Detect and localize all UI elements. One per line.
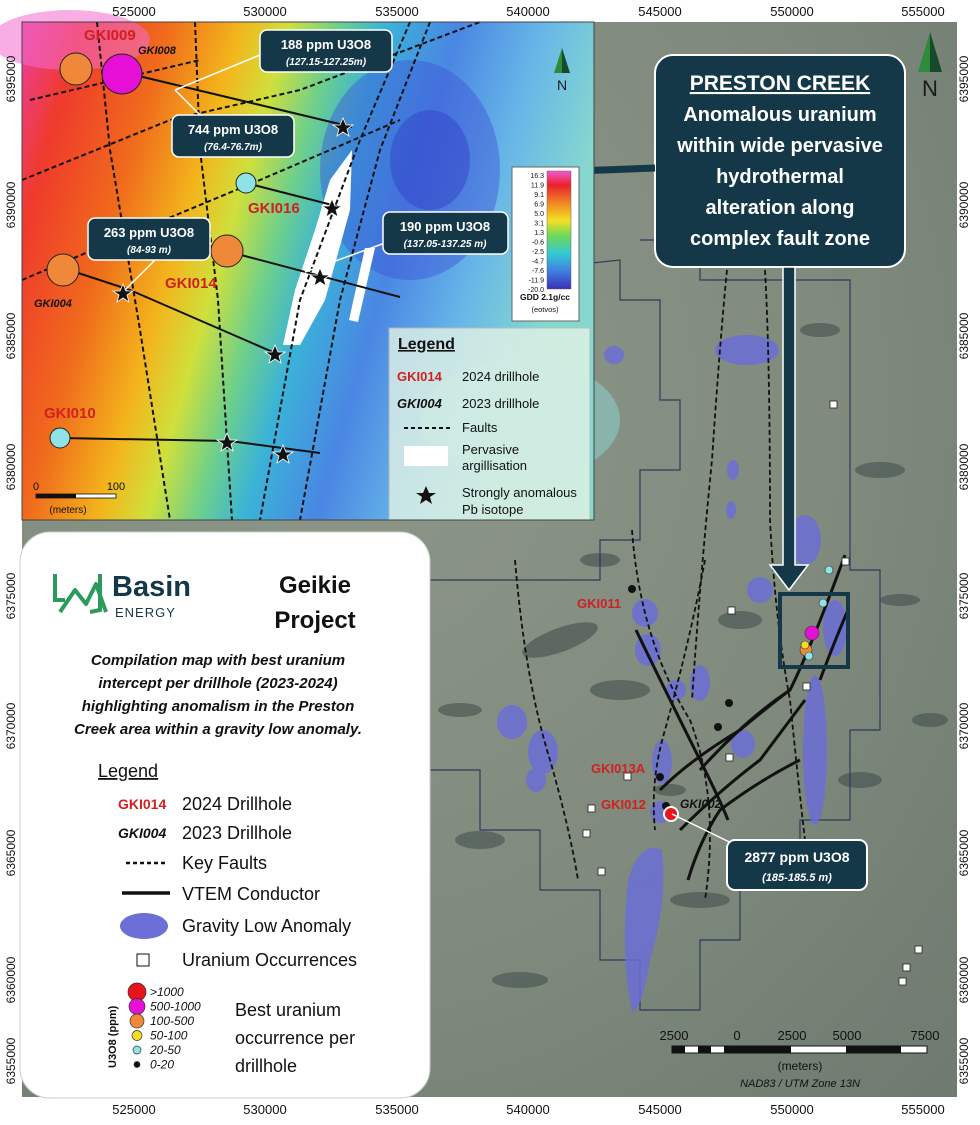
colorbar-tick: 5.0 — [534, 211, 544, 218]
legend-label: VTEM Conductor — [182, 884, 321, 904]
callout-line: Anomalous uranium — [683, 104, 877, 126]
class-label: 100-500 — [150, 1014, 195, 1028]
colorbar-tick: -4.7 — [531, 258, 544, 266]
drillhole-dot — [714, 723, 722, 731]
collar-gki008 — [102, 54, 142, 94]
best-label: Best uranium — [235, 1000, 342, 1020]
legend-label: Gravity Low Anomaly — [182, 916, 352, 936]
legend-label: 2024 Drillhole — [182, 794, 293, 814]
collar-gki016 — [236, 173, 256, 193]
gravity-low — [803, 675, 827, 825]
northing-tick: 6395000 — [4, 55, 18, 103]
company-sub: ENERGY — [115, 605, 176, 620]
description-line: Creek area within a gravity low anomaly. — [74, 721, 362, 738]
legend-label: Key Faults — [182, 853, 268, 873]
easting-tick: 550000 — [770, 4, 814, 19]
project-title: Project — [274, 607, 356, 634]
intercept-interval: (185-185.5 m) — [762, 872, 832, 884]
inset-scale-unit: (meters) — [49, 505, 87, 516]
northing-tick: 6375000 — [957, 572, 971, 620]
company-name: Basin — [112, 571, 191, 603]
label-gki012: GKI012 — [601, 797, 646, 812]
best-label: drillhole — [235, 1056, 298, 1076]
scale-tick: 7500 — [910, 1028, 940, 1043]
inset-legend-label: 2023 drillhole — [462, 396, 540, 411]
northing-tick: 6390000 — [957, 181, 971, 229]
colorbar-tick: 1.3 — [534, 230, 544, 237]
northing-tick: 6355000 — [957, 1037, 971, 1085]
easting-tick: 535000 — [375, 4, 419, 19]
drillhole-gki002 — [664, 807, 678, 821]
label-gki002: GKI002 — [680, 797, 722, 811]
class-label: >1000 — [150, 985, 184, 999]
easting-tick: 540000 — [506, 4, 550, 19]
legend-label: 2023 Drillhole — [182, 823, 293, 843]
callout-line: hydrothermal — [716, 166, 844, 188]
easting-tick: 545000 — [638, 4, 682, 19]
colorbar-unit: (eotvos) — [531, 305, 559, 314]
inset-scale-start: 0 — [32, 481, 40, 493]
uranium-occurrence — [726, 754, 733, 761]
northing-tick: 6395000 — [957, 55, 971, 103]
collar-gki004 — [47, 254, 79, 286]
easting-tick: 555000 — [901, 4, 945, 19]
scale-tick: 5000 — [832, 1028, 862, 1043]
inset-legend-label: Pervasive — [462, 442, 520, 457]
inset-north-label: N — [556, 77, 568, 93]
description-line: intercept per drillhole (2023-2024) — [98, 675, 338, 692]
legend-key-2024: GKI014 — [118, 796, 167, 812]
intercept-interval: (76.4-76.7m) — [204, 142, 262, 153]
gravity-symbol — [120, 913, 168, 939]
label-gki011: GKI011 — [577, 596, 622, 611]
intercept-interval: (137.05-137.25 m) — [403, 239, 487, 250]
uranium-occurrence — [915, 946, 922, 953]
gravity-low — [497, 705, 527, 739]
u3o8-axis-label: U3O8 (ppm) — [107, 1005, 119, 1068]
collar-gki014 — [211, 235, 243, 267]
legend-title: Legend — [98, 761, 159, 781]
colorbar-label: GDD 2.1g/cc — [519, 292, 571, 302]
title-legend-panel — [20, 532, 430, 1098]
inset-legend-label: argillisation — [462, 458, 528, 473]
occurrence-symbol — [137, 954, 149, 966]
scale-tick: 2500 — [659, 1028, 689, 1043]
class-swatch — [134, 1062, 140, 1068]
easting-tick: 530000 — [243, 4, 287, 19]
inset-legend-key: GKI004 — [397, 396, 442, 411]
label-gki010: GKI010 — [44, 405, 96, 422]
easting-tick: 545000 — [638, 1102, 682, 1117]
drillhole-dot — [805, 652, 813, 660]
collar-gki010 — [50, 428, 70, 448]
northing-tick: 6365000 — [4, 829, 18, 877]
datum-label: NAD83 / UTM Zone 13N — [740, 1078, 860, 1090]
northing-tick: 6360000 — [957, 956, 971, 1004]
easting-tick: 525000 — [112, 1102, 156, 1117]
northing-tick: 6375000 — [4, 572, 18, 620]
northing-tick: 6390000 — [4, 181, 18, 229]
intercept-744-box — [172, 115, 294, 157]
class-label: 500-1000 — [150, 999, 201, 1014]
easting-tick: 525000 — [112, 4, 156, 19]
uranium-occurrence — [830, 401, 837, 408]
uranium-occurrence — [588, 805, 595, 812]
gravity-low — [726, 501, 736, 519]
northing-tick: 6380000 — [957, 443, 971, 491]
class-swatch — [133, 1046, 141, 1054]
inset-legend-label: Faults — [462, 420, 498, 435]
label-gki014: GKI014 — [165, 275, 217, 292]
label-gki013a: GKI013A — [591, 761, 646, 776]
label-gki008: GKI008 — [138, 45, 176, 57]
drillhole-dot — [801, 641, 809, 649]
inset-legend-label: Pb isotope — [462, 502, 524, 517]
northing-tick: 6365000 — [957, 829, 971, 877]
inset-legend-key: GKI014 — [397, 369, 442, 384]
drillhole-dot — [825, 566, 833, 574]
gdd-colorbar — [512, 167, 579, 321]
class-swatch — [130, 1014, 144, 1028]
scale-unit: (meters) — [777, 1059, 823, 1073]
label-gki009: GKI009 — [84, 27, 136, 44]
intercept-263-box — [88, 218, 210, 260]
class-label: 0-20 — [150, 1057, 175, 1072]
easting-tick: 530000 — [243, 1102, 287, 1117]
drillhole-gki013a — [656, 773, 664, 781]
class-label: 20-50 — [150, 1043, 181, 1057]
colorbar-tick: -20.0 — [528, 287, 544, 294]
uranium-occurrence — [842, 558, 849, 565]
uranium-occurrence — [903, 964, 910, 971]
gravity-low — [526, 768, 546, 792]
intercept-value: 744 ppm U3O8 — [187, 122, 279, 137]
northing-tick: 6360000 — [4, 956, 18, 1004]
inset-legend-title: Legend — [398, 336, 455, 353]
colorbar-tick: 6.9 — [534, 201, 544, 209]
legend-key-2023: GKI004 — [118, 825, 167, 841]
class-swatch — [132, 1031, 142, 1041]
easting-tick: 535000 — [375, 1102, 419, 1117]
legend-label: Uranium Occurrences — [182, 950, 358, 970]
northing-tick: 6370000 — [957, 702, 971, 750]
intercept-188-box — [260, 30, 392, 72]
scale-tick: 2500 — [777, 1028, 807, 1043]
callout-line: within wide pervasive — [677, 135, 883, 157]
uranium-occurrence — [803, 683, 810, 690]
uranium-occurrence — [899, 978, 906, 985]
callout-line: complex fault zone — [689, 228, 871, 250]
label-gki016: GKI016 — [248, 200, 300, 217]
description-line: highlighting anomalism in the Preston — [81, 698, 355, 715]
best-label: occurrence per — [235, 1028, 356, 1048]
inset-legend — [389, 328, 590, 520]
northing-tick: 6380000 — [4, 443, 18, 491]
northing-tick: 6385000 — [957, 312, 971, 360]
gravity-low — [604, 346, 624, 364]
class-label: 50-100 — [150, 1028, 188, 1043]
intercept-value: 263 ppm U3O8 — [103, 225, 195, 240]
project-title: Geikie — [278, 572, 352, 599]
scale-tick: 0 — [733, 1028, 741, 1043]
intercept-2877-box — [727, 840, 867, 890]
intercept-interval: (127.15-127.25m) — [285, 57, 367, 68]
northing-tick: 6355000 — [4, 1037, 18, 1085]
inset-scale-end: 100 — [106, 481, 126, 493]
gravity-low — [823, 600, 847, 656]
uranium-occurrence — [598, 868, 605, 875]
colorbar-tick: -7.6 — [531, 268, 544, 275]
drillhole-dot — [805, 626, 819, 640]
intercept-190-box — [383, 212, 508, 254]
gravity-low — [715, 335, 779, 365]
label-gki004: GKI004 — [34, 298, 72, 310]
easting-tick: 555000 — [901, 1102, 945, 1117]
inset-map — [0, 10, 620, 520]
class-swatch — [129, 999, 145, 1015]
intercept-value: 2877 ppm U3O8 — [744, 849, 850, 865]
gravity-low — [747, 577, 773, 603]
drillhole-gki011 — [628, 585, 636, 593]
callout-line: alteration along — [705, 197, 855, 219]
uranium-occurrence — [728, 607, 735, 614]
callout-title: PRESTON CREEK — [689, 72, 871, 95]
colorbar-tick: -2.5 — [531, 249, 544, 256]
intercept-interval: (84-93 m) — [127, 245, 171, 256]
colorbar-tick: 16.3 — [530, 173, 544, 180]
easting-tick: 540000 — [506, 1102, 550, 1117]
intercept-value: 190 ppm U3O8 — [399, 219, 491, 234]
gravity-low — [727, 460, 739, 480]
intercept-value: 188 ppm U3O8 — [280, 37, 372, 52]
northing-tick: 6370000 — [4, 702, 18, 750]
colorbar-tick: -0.6 — [531, 239, 544, 247]
inset-legend-label: Strongly anomalous — [462, 485, 577, 500]
colorbar-tick: 3.1 — [534, 220, 544, 228]
drillhole-dot — [819, 599, 827, 607]
colorbar-tick: -11.9 — [528, 277, 544, 285]
colorbar-tick: 9.1 — [534, 192, 544, 199]
collar-gki009 — [60, 53, 92, 85]
northing-tick: 6385000 — [4, 312, 18, 360]
drillhole-dot — [725, 699, 733, 707]
north-label: N — [922, 76, 938, 101]
description-line: Compilation map with best uranium — [90, 652, 346, 669]
colorbar-tick: 11.9 — [530, 182, 544, 190]
easting-tick: 550000 — [770, 1102, 814, 1117]
inset-legend-label: 2024 drillhole — [462, 369, 540, 384]
uranium-occurrence — [583, 830, 590, 837]
